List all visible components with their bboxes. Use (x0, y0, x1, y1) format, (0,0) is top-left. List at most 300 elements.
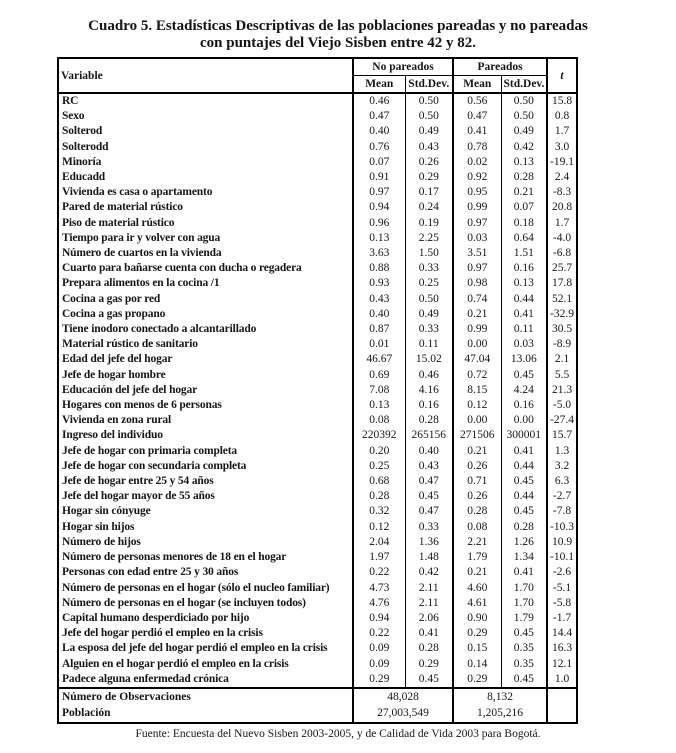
t-cell: 5.5 (547, 368, 577, 383)
variable-cell: Número de personas menores de 18 en el hogar (62, 551, 287, 564)
t-cell: 2.4 (547, 170, 577, 185)
np-mean-cell: 0.20 (353, 444, 405, 459)
p-std-cell: 0.45 (501, 504, 547, 519)
table-row (58, 535, 577, 550)
p-std-cell: 0.45 (501, 368, 547, 383)
summary-np-cell: 48,028 (353, 688, 453, 706)
t-cell: -6.8 (547, 246, 577, 261)
summary-row (58, 705, 577, 723)
np-mean-cell: 0.40 (353, 307, 405, 322)
table-row (58, 657, 577, 672)
p-std-cell: 1.79 (501, 611, 547, 626)
p-mean-cell: 0.72 (453, 368, 501, 383)
table-row (58, 504, 577, 519)
p-mean-cell: 2.21 (453, 535, 501, 550)
np-mean-cell: 0.13 (353, 231, 405, 246)
t-cell: 3.2 (547, 459, 577, 474)
np-mean-cell: 0.46 (353, 93, 405, 109)
column-header-np-mean: Mean (353, 76, 405, 94)
variable-cell: Jefe del hogar perdió el empleo en la crisis (62, 627, 263, 640)
np-std-cell: 0.46 (405, 368, 453, 383)
variable-cell: La esposa del jefe del hogar perdió el empleo en la crisis (62, 642, 328, 655)
np-std-cell: 0.43 (405, 459, 453, 474)
np-std-cell: 0.33 (405, 261, 453, 276)
p-mean-cell: 0.98 (453, 276, 501, 291)
np-mean-cell: 0.29 (353, 672, 405, 688)
table-row (58, 337, 577, 352)
p-mean-cell: 1.79 (453, 550, 501, 565)
table-row (58, 444, 577, 459)
np-std-cell: 0.16 (405, 398, 453, 413)
table-title-line2: con puntajes del Viejo Sisben entre 42 y 82. (200, 35, 476, 51)
t-cell: 15.7 (547, 428, 577, 443)
table-row (58, 109, 577, 124)
t-cell: 12.1 (547, 657, 577, 672)
table-row (58, 216, 577, 231)
t-cell: 1.7 (547, 124, 577, 139)
np-std-cell: 0.49 (405, 307, 453, 322)
np-std-cell: 0.49 (405, 124, 453, 139)
table-row (58, 565, 577, 580)
table-row (58, 641, 577, 656)
variable-cell: Número de personas en el hogar (se incluyen todos) (62, 596, 306, 609)
np-std-cell: 0.33 (405, 322, 453, 337)
np-mean-cell: 0.22 (353, 626, 405, 641)
np-mean-cell: 0.43 (353, 292, 405, 307)
np-std-cell: 0.25 (405, 276, 453, 291)
np-mean-cell: 0.08 (353, 413, 405, 428)
p-std-cell: 0.16 (501, 261, 547, 276)
np-mean-cell: 0.09 (353, 657, 405, 672)
table-row (58, 428, 577, 443)
p-mean-cell: 0.28 (453, 504, 501, 519)
summary-p-cell: 8,132 (453, 688, 547, 706)
variable-cell: Capital humano desperdiciado por hijo (62, 611, 250, 624)
table-row (58, 352, 577, 367)
variable-cell: Cocina a gas propano (62, 307, 166, 320)
p-std-cell: 0.44 (501, 489, 547, 504)
np-std-cell: 0.50 (405, 292, 453, 307)
np-mean-cell: 0.91 (353, 170, 405, 185)
column-header-np-std: Std.Dev. (405, 76, 453, 94)
t-cell: 6.3 (547, 474, 577, 489)
np-mean-cell: 0.25 (353, 459, 405, 474)
p-mean-cell: 0.92 (453, 170, 501, 185)
summary-t-cell (547, 688, 577, 706)
variable-cell: Tiempo para ir y volver con agua (62, 231, 221, 244)
np-std-cell: 0.45 (405, 489, 453, 504)
t-cell: -19.1 (547, 155, 577, 170)
np-mean-cell: 0.97 (353, 185, 405, 200)
np-std-cell: 1.36 (405, 535, 453, 550)
p-mean-cell: 0.00 (453, 413, 501, 428)
p-std-cell: 0.50 (501, 93, 547, 109)
np-std-cell: 0.47 (405, 504, 453, 519)
p-mean-cell: 3.51 (453, 246, 501, 261)
table-title-line1: Cuadro 5. Estadísticas Descriptivas de las poblaciones pareadas y no pareadas (88, 18, 588, 34)
variable-cell: Jefe de hogar hombre (62, 368, 166, 381)
p-mean-cell: 0.21 (453, 444, 501, 459)
p-mean-cell: 0.15 (453, 641, 501, 656)
t-cell: -32.9 (547, 307, 577, 322)
variable-cell: Hogar sin hijos (62, 520, 135, 533)
np-std-cell: 0.43 (405, 140, 453, 155)
table-row (58, 474, 577, 489)
np-mean-cell: 7.08 (353, 383, 405, 398)
variable-cell: Pared de material rústico (62, 201, 183, 214)
variable-cell: Solterod (62, 125, 103, 138)
table-row (58, 322, 577, 337)
table-row (58, 276, 577, 291)
table-row (58, 672, 577, 688)
table-row (58, 292, 577, 307)
np-mean-cell: 46.67 (353, 352, 405, 367)
column-group-no-pareados: No pareados (353, 58, 453, 76)
np-mean-cell: 0.22 (353, 565, 405, 580)
t-cell: -7.8 (547, 504, 577, 519)
np-std-cell: 0.17 (405, 185, 453, 200)
p-std-cell: 0.28 (501, 170, 547, 185)
np-std-cell: 1.50 (405, 246, 453, 261)
t-cell: 1.3 (547, 444, 577, 459)
t-cell: -2.6 (547, 565, 577, 580)
summary-p-cell: 1,205,216 (453, 705, 547, 723)
variable-cell: Jefe del hogar mayor de 55 años (62, 490, 215, 503)
variable-cell: Jefe de hogar con secundaria completa (62, 459, 247, 472)
np-mean-cell: 0.09 (353, 641, 405, 656)
variable-cell: Alguien en el hogar perdió el empleo en la crisis (62, 657, 289, 670)
p-std-cell: 0.11 (501, 322, 547, 337)
p-std-cell: 0.41 (501, 444, 547, 459)
p-mean-cell: 4.60 (453, 581, 501, 596)
np-std-cell: 0.40 (405, 444, 453, 459)
p-std-cell: 13.06 (501, 352, 547, 367)
t-cell: 21.3 (547, 383, 577, 398)
t-cell: -27.4 (547, 413, 577, 428)
t-cell: 30.5 (547, 322, 577, 337)
p-std-cell: 0.35 (501, 657, 547, 672)
p-std-cell: 0.16 (501, 398, 547, 413)
table-row (58, 185, 577, 200)
p-std-cell: 0.45 (501, 672, 547, 688)
summary-label-cell: Número de Observaciones (62, 690, 191, 703)
p-std-cell: 0.45 (501, 626, 547, 641)
t-cell: -5.0 (547, 398, 577, 413)
table-row (58, 140, 577, 155)
np-mean-cell: 0.32 (353, 504, 405, 519)
p-mean-cell: 0.29 (453, 672, 501, 688)
table-row (58, 550, 577, 565)
source-footnote: Fuente: Encuesta del Nuevo Sisben 2003-2005, y de Calidad de Vida 2003 para Bogotá. (135, 727, 541, 740)
np-std-cell: 0.50 (405, 109, 453, 124)
t-cell: -4.0 (547, 231, 577, 246)
column-group-pareados: Pareados (453, 58, 547, 76)
variable-cell: RC (62, 95, 79, 107)
t-cell: -5.1 (547, 581, 577, 596)
np-mean-cell: 0.96 (353, 216, 405, 231)
table-row (58, 459, 577, 474)
np-std-cell: 0.28 (405, 641, 453, 656)
column-header-p-std: Std.Dev. (501, 76, 547, 94)
variable-cell: Tiene inodoro conectado a alcantarillado (62, 323, 257, 336)
p-std-cell: 0.00 (501, 413, 547, 428)
p-mean-cell: 0.97 (453, 261, 501, 276)
variable-cell: Jefe de hogar con primaria completa (62, 444, 237, 457)
p-mean-cell: 0.99 (453, 200, 501, 215)
np-std-cell: 1.48 (405, 550, 453, 565)
p-mean-cell: 0.26 (453, 459, 501, 474)
column-header-t: t (547, 58, 577, 93)
variable-cell: Hogar sin cónyuge (62, 505, 151, 518)
table-row (58, 626, 577, 641)
p-std-cell: 0.64 (501, 231, 547, 246)
p-std-cell: 0.41 (501, 565, 547, 580)
np-mean-cell: 0.76 (353, 140, 405, 155)
table-row (58, 596, 577, 611)
table-row (58, 200, 577, 215)
table-row (58, 368, 577, 383)
p-std-cell: 1.26 (501, 535, 547, 550)
table-header (58, 58, 577, 93)
t-cell: 0.8 (547, 109, 577, 124)
header-group-row (58, 58, 577, 76)
variable-cell: Piso de material rústico (62, 216, 175, 229)
np-mean-cell: 4.73 (353, 581, 405, 596)
np-mean-cell: 3.63 (353, 246, 405, 261)
p-std-cell: 0.44 (501, 292, 547, 307)
p-mean-cell: 0.03 (453, 231, 501, 246)
p-mean-cell: 0.14 (453, 657, 501, 672)
p-mean-cell: 0.78 (453, 140, 501, 155)
np-mean-cell: 0.87 (353, 322, 405, 337)
variable-cell: Número de personas en el hogar (sólo el nucleo familiar) (62, 581, 330, 594)
summary-t-cell (547, 705, 577, 723)
t-cell: 20.8 (547, 200, 577, 215)
table-footer (58, 688, 577, 723)
p-mean-cell: 4.61 (453, 596, 501, 611)
table-body (58, 93, 577, 688)
variable-cell: Cuarto para bañarse cuenta con ducha o regadera (62, 262, 302, 275)
t-cell: -5.8 (547, 596, 577, 611)
table-row (58, 155, 577, 170)
t-cell: 1.0 (547, 672, 577, 688)
p-std-cell: 0.45 (501, 474, 547, 489)
variable-cell: Vivienda en zona rural (62, 414, 172, 427)
np-std-cell: 265156 (405, 428, 453, 443)
variable-cell: Edad del jefe del hogar (62, 353, 173, 366)
p-std-cell: 0.50 (501, 109, 547, 124)
np-std-cell: 15.02 (405, 352, 453, 367)
t-cell: 17.8 (547, 276, 577, 291)
np-mean-cell: 2.04 (353, 535, 405, 550)
np-mean-cell: 0.69 (353, 368, 405, 383)
np-std-cell: 0.42 (405, 565, 453, 580)
p-std-cell: 0.42 (501, 140, 547, 155)
variable-cell: Cocina a gas por red (62, 292, 161, 305)
variable-cell: Hogares con menos de 6 personas (62, 399, 222, 412)
p-mean-cell: 0.26 (453, 489, 501, 504)
table-row (58, 581, 577, 596)
p-std-cell: 0.44 (501, 459, 547, 474)
t-cell: -1.7 (547, 611, 577, 626)
descriptive-stats-table (57, 57, 578, 724)
t-cell: 3.0 (547, 140, 577, 155)
np-std-cell: 0.29 (405, 170, 453, 185)
summary-row (58, 688, 577, 706)
column-header-p-mean: Mean (453, 76, 501, 94)
t-cell: 52.1 (547, 292, 577, 307)
np-mean-cell: 0.68 (353, 474, 405, 489)
np-std-cell: 2.11 (405, 596, 453, 611)
p-std-cell: 0.41 (501, 307, 547, 322)
t-cell: 16.3 (547, 641, 577, 656)
p-std-cell: 0.35 (501, 641, 547, 656)
p-std-cell: 1.51 (501, 246, 547, 261)
t-cell: -2.7 (547, 489, 577, 504)
p-std-cell: 0.03 (501, 337, 547, 352)
t-cell: 15.8 (547, 93, 577, 109)
np-std-cell: 0.45 (405, 672, 453, 688)
np-mean-cell: 0.07 (353, 155, 405, 170)
np-mean-cell: 0.40 (353, 124, 405, 139)
np-std-cell: 0.47 (405, 474, 453, 489)
p-mean-cell: 0.47 (453, 109, 501, 124)
p-std-cell: 1.70 (501, 581, 547, 596)
p-mean-cell: 0.41 (453, 124, 501, 139)
np-std-cell: 0.24 (405, 200, 453, 215)
np-mean-cell: 0.13 (353, 398, 405, 413)
p-mean-cell: 271506 (453, 428, 501, 443)
t-cell: -10.3 (547, 520, 577, 535)
np-mean-cell: 220392 (353, 428, 405, 443)
np-std-cell: 0.33 (405, 520, 453, 535)
table-row (58, 124, 577, 139)
p-mean-cell: 0.02 (453, 155, 501, 170)
table-row (58, 520, 577, 535)
p-mean-cell: 0.74 (453, 292, 501, 307)
table-row (58, 246, 577, 261)
variable-cell: Vivienda es casa o apartamento (62, 186, 213, 199)
p-mean-cell: 0.21 (453, 307, 501, 322)
np-std-cell: 0.50 (405, 93, 453, 109)
p-mean-cell: 0.97 (453, 216, 501, 231)
p-mean-cell: 0.08 (453, 520, 501, 535)
p-std-cell: 1.34 (501, 550, 547, 565)
np-mean-cell: 0.94 (353, 200, 405, 215)
p-std-cell: 0.13 (501, 155, 547, 170)
np-mean-cell: 0.88 (353, 261, 405, 276)
p-mean-cell: 0.90 (453, 611, 501, 626)
p-std-cell: 300001 (501, 428, 547, 443)
variable-cell: Personas con edad entre 25 y 30 años (62, 566, 239, 579)
p-std-cell: 0.13 (501, 276, 547, 291)
table-row (58, 398, 577, 413)
np-mean-cell: 0.01 (353, 337, 405, 352)
np-std-cell: 0.19 (405, 216, 453, 231)
table-row (58, 261, 577, 276)
np-mean-cell: 4.76 (353, 596, 405, 611)
p-std-cell: 4.24 (501, 383, 547, 398)
np-mean-cell: 1.97 (353, 550, 405, 565)
table-row (58, 93, 577, 109)
summary-np-cell: 27,003,549 (353, 705, 453, 723)
variable-cell: Jefe de hogar entre 25 y 54 años (62, 475, 214, 488)
np-std-cell: 2.06 (405, 611, 453, 626)
np-std-cell: 0.26 (405, 155, 453, 170)
variable-cell: Educadd (62, 171, 106, 184)
np-mean-cell: 0.47 (353, 109, 405, 124)
np-mean-cell: 0.28 (353, 489, 405, 504)
t-cell: 2.1 (547, 352, 577, 367)
table-row (58, 489, 577, 504)
np-std-cell: 4.16 (405, 383, 453, 398)
table-row (58, 170, 577, 185)
p-std-cell: 0.07 (501, 200, 547, 215)
np-std-cell: 2.11 (405, 581, 453, 596)
t-cell: -10.1 (547, 550, 577, 565)
variable-cell: Educación del jefe del hogar (62, 383, 198, 396)
p-mean-cell: 0.56 (453, 93, 501, 109)
table-row (58, 611, 577, 626)
t-cell: -8.9 (547, 337, 577, 352)
variable-cell: Minoría (62, 155, 102, 168)
table-title (0, 0, 676, 52)
t-cell: 10.9 (547, 535, 577, 550)
p-mean-cell: 8.15 (453, 383, 501, 398)
variable-cell: Material rústico de sanitario (62, 338, 198, 351)
variable-cell: Sexo (62, 110, 85, 123)
summary-label-cell: Población (62, 707, 111, 720)
t-cell: -8.3 (547, 185, 577, 200)
variable-cell: Número de cuartos en la vivienda (62, 247, 222, 260)
p-mean-cell: 0.12 (453, 398, 501, 413)
variable-cell: Ingreso del individuo (62, 429, 163, 442)
p-std-cell: 0.21 (501, 185, 547, 200)
p-mean-cell: 0.29 (453, 626, 501, 641)
t-cell: 14.4 (547, 626, 577, 641)
p-mean-cell: 0.00 (453, 337, 501, 352)
table-row (58, 383, 577, 398)
np-std-cell: 0.28 (405, 413, 453, 428)
p-mean-cell: 0.71 (453, 474, 501, 489)
p-mean-cell: 47.04 (453, 352, 501, 367)
variable-cell: Prepara alimentos en la cocina /1 (62, 277, 220, 290)
p-std-cell: 1.70 (501, 596, 547, 611)
p-mean-cell: 0.95 (453, 185, 501, 200)
column-header-variable: Variable (61, 69, 103, 82)
np-mean-cell: 0.12 (353, 520, 405, 535)
p-mean-cell: 0.21 (453, 565, 501, 580)
table-row (58, 307, 577, 322)
np-mean-cell: 0.93 (353, 276, 405, 291)
table-row (58, 413, 577, 428)
p-std-cell: 0.28 (501, 520, 547, 535)
p-std-cell: 0.49 (501, 124, 547, 139)
np-mean-cell: 0.94 (353, 611, 405, 626)
variable-cell: Solterodd (62, 140, 109, 153)
variable-cell: Número de hijos (62, 535, 141, 548)
table-row (58, 231, 577, 246)
t-cell: 25.7 (547, 261, 577, 276)
p-mean-cell: 0.99 (453, 322, 501, 337)
np-std-cell: 2.25 (405, 231, 453, 246)
np-std-cell: 0.29 (405, 657, 453, 672)
variable-cell: Padece alguna enfermedad crónica (62, 672, 229, 685)
t-cell: 1.7 (547, 216, 577, 231)
p-std-cell: 0.18 (501, 216, 547, 231)
np-std-cell: 0.11 (405, 337, 453, 352)
np-std-cell: 0.41 (405, 626, 453, 641)
